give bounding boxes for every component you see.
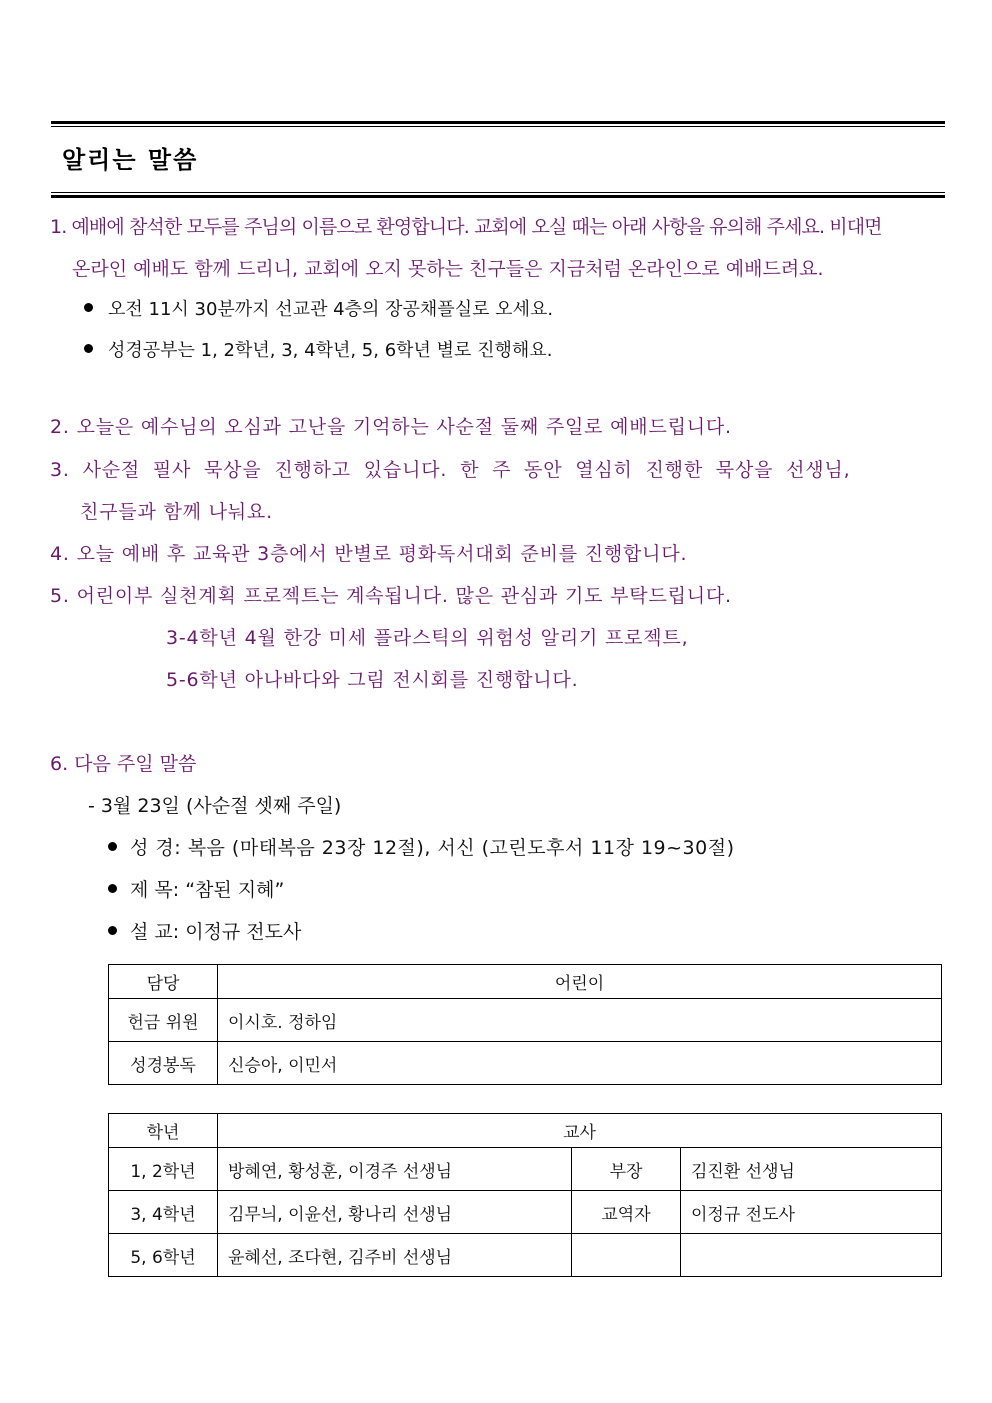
- page-title: 알리는 말씀: [62, 146, 199, 174]
- sermon-title-line: 제 목: “참된 지혜”: [130, 879, 285, 901]
- header-role: 담당: [109, 965, 218, 999]
- duty-role: 성경봉독: [109, 1042, 218, 1085]
- top-rule-thin: [51, 126, 945, 127]
- duty-names: 신승아, 이민서: [218, 1042, 942, 1085]
- preacher-line: 설 교: 이정규 전도사: [130, 921, 302, 943]
- table-header-row: [109, 1114, 942, 1148]
- grade-cell: 1, 2학년: [109, 1148, 218, 1191]
- table-row: [109, 1148, 942, 1191]
- scripture-line: 성 경: 복음 (마태복음 23장 12절), 서신 (고린도후서 11장 19~30절): [130, 837, 735, 859]
- teachers-cell: 방혜연, 황성훈, 이경주 선생님: [218, 1148, 572, 1191]
- announcement-4: 4. 오늘 예배 후 교육관 3층에서 반별로 평화독서대회 준비를 진행합니다.: [50, 543, 688, 565]
- teachers-cell: 윤혜선, 조다현, 김주비 선생님: [218, 1234, 572, 1277]
- header-teacher: 교사: [218, 1114, 942, 1148]
- person-cell: 김진환 선생님: [681, 1148, 942, 1191]
- announcement-3-line1: 3. 사순절 필사 묵상을 진행하고 있습니다. 한 주 동안 열심히 진행한 묵상을 선생님,: [50, 459, 851, 481]
- next-sunday-date: - 3월 23일 (사순절 셋째 주일): [88, 795, 342, 817]
- duty-role: 헌금 위원: [109, 999, 218, 1042]
- announcement-1-line1: 1. 예배에 참석한 모두를 주님의 이름으로 환영합니다. 교회에 오실 때는 아래 사항을 유의해 주세요. 비대면: [50, 216, 882, 238]
- bullet-icon: [84, 303, 93, 312]
- grade-cell: 3, 4학년: [109, 1191, 218, 1234]
- position-cell: 부장: [572, 1148, 681, 1191]
- table-row: [109, 1234, 942, 1277]
- table-row: [109, 1042, 942, 1085]
- header-grade: 학년: [109, 1114, 218, 1148]
- announcement-5-line1: 5. 어린이부 실천계획 프로젝트는 계속됩니다. 많은 관심과 기도 부탁드립니다.: [50, 585, 732, 607]
- bullet-icon: [84, 344, 93, 353]
- person-cell: [681, 1234, 942, 1277]
- announcement-2: 2. 오늘은 예수님의 오심과 고난을 기억하는 사순절 둘째 주일로 예배드립니다.: [50, 416, 732, 438]
- grade-cell: 5, 6학년: [109, 1234, 218, 1277]
- teachers-cell: 김무늬, 이윤선, 황나리 선생님: [218, 1191, 572, 1234]
- announcement-3-line2: 친구들과 함께 나눠요.: [80, 501, 273, 523]
- header-children: 어린이: [218, 965, 942, 999]
- table-row: [109, 999, 942, 1042]
- teacher-table: [108, 1113, 942, 1277]
- announcement-5-line2: 3-4학년 4월 한강 미세 플라스틱의 위험성 알리기 프로젝트,: [166, 627, 689, 649]
- announcement-5-line3: 5-6학년 아나바다와 그림 전시회를 진행합니다.: [166, 669, 579, 691]
- bullet-icon: [108, 926, 117, 935]
- announcement-1-line2: 온라인 예배도 함께 드리니, 교회에 오지 못하는 친구들은 지금처럼 온라인으로 예배드려요.: [72, 258, 824, 280]
- top-rule-thick: [51, 121, 945, 124]
- bullet-icon: [108, 884, 117, 893]
- position-cell: 교역자: [572, 1191, 681, 1234]
- table-header-row: [109, 965, 942, 999]
- title-rule-thin: [51, 192, 945, 193]
- bullet-icon: [108, 842, 117, 851]
- person-cell: 이정규 전도사: [681, 1191, 942, 1234]
- table-row: [109, 1191, 942, 1234]
- announcement-1-bullet1: 오전 11시 30분까지 선교관 4층의 장공채플실로 오세요.: [108, 299, 554, 320]
- duty-names: 이시호. 정하임: [218, 999, 942, 1042]
- duty-table: [108, 964, 942, 1085]
- position-cell: [572, 1234, 681, 1277]
- announcement-1-bullet2: 성경공부는 1, 2학년, 3, 4학년, 5, 6학년 별로 진행해요.: [108, 340, 553, 361]
- announcement-6: 6. 다음 주일 말씀: [50, 753, 197, 775]
- title-rule-thick: [51, 195, 945, 198]
